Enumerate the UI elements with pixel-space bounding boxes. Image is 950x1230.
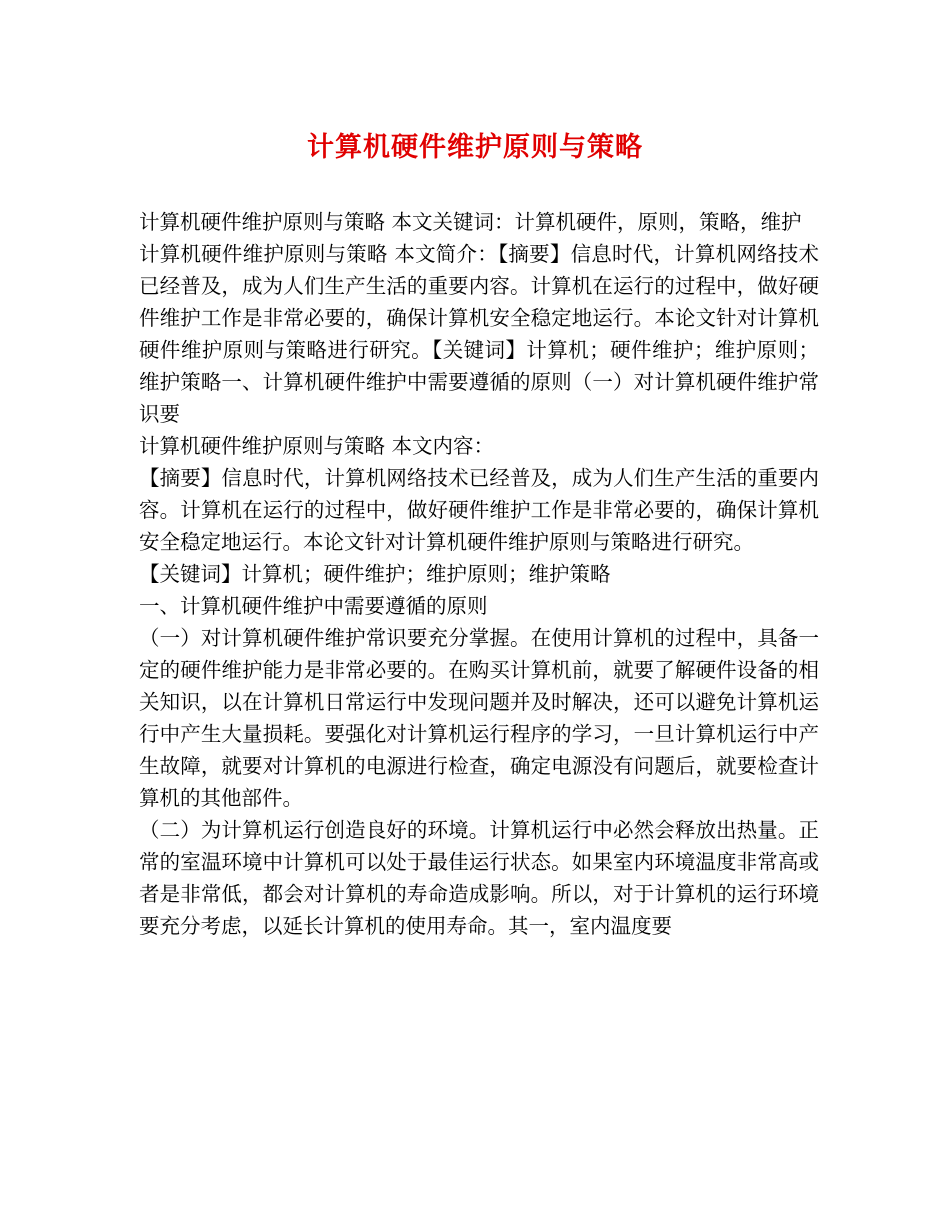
content-heading: 计算机硬件维护原则与策略 本文内容： [139, 434, 495, 458]
subsection-paragraph-2: （二）为计算机运行创造良好的环境。计算机运行中必然会释放出热量。正常的室温环境中计算机可以处于最佳运行状态。如果室内环境温度非常高或者是非常低，都会对计算机的寿命造成影响。所以，对于计算机的运行环境要充分考虑，以延长计算机的使用寿命。其一，室内温度要 [139, 818, 819, 938]
document-body [139, 206, 819, 942]
subsection-paragraph-1: （一）对计算机硬件维护常识要充分掌握。在使用计算机的过程中，具备一定的硬件维护能力是非常必要的。在购买计算机前，就要了解硬件设备的相关知识，以在计算机日常运行中发现问题并及时解决，还可以避免计算机运行中产生大量损耗。要强化对计算机运行程序的学习，一旦计算机运行中产生故障，就要对计算机的电源进行检查，确定电源没有问题后，就要检查计算机的其他部件。 [139, 626, 819, 810]
summary-paragraph: 计算机硬件维护原则与策略 本文简介：【摘要】信息时代，计算机网络技术已经普及，成为人们生产生活的重要内容。计算机在运行的过程中，做好硬件维护工作是非常必要的，确保计算机安全稳定地运行。本论文针对计算机硬件维护原则与策略进行研究。【关键词】计算机；硬件维护；维护原则；维护策略一、计算机硬件维护中需要遵循的原则（一）对计算机硬件维护常识要 [139, 242, 819, 426]
keywords-paragraph: 计算机硬件维护原则与策略 本文关键词：计算机硬件，原则，策略，维护 [139, 210, 802, 234]
section-heading: 一、计算机硬件维护中需要遵循的原则 [139, 594, 488, 618]
abstract-paragraph: 【摘要】信息时代，计算机网络技术已经普及，成为人们生产生活的重要内容。计算机在运行的过程中，做好硬件维护工作是非常必要的，确保计算机安全稳定地运行。本论文针对计算机硬件维护原则与策略进行研究。 [139, 466, 819, 554]
document-title: 计算机硬件维护原则与策略 [307, 132, 643, 163]
keyword-list-paragraph: 【关键词】计算机；硬件维护；维护原则；维护策略 [139, 562, 611, 586]
